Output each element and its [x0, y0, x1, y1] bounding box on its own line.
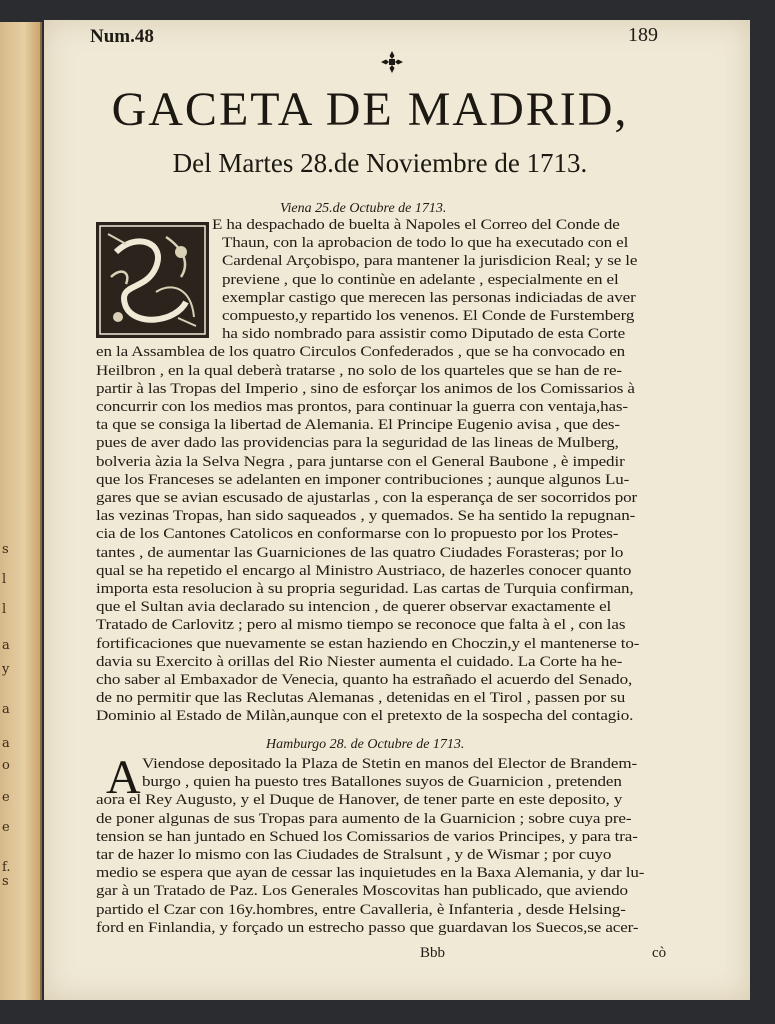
article-line: que los Franceses se adelanten en imponer contribuciones ; aunque algunos Lu-	[96, 470, 630, 488]
issue-number: Num.48	[90, 26, 154, 47]
article-line: gar à un Tratado de Paz. Los Generales Moscovitas han publicado, que aviendo	[96, 882, 628, 900]
article-line: tantes , de aumentar las Guarniciones de las quatro Ciudades Forasteras; por lo	[96, 543, 624, 561]
article-line: previene , que lo continùe en adelante , especialmente en el	[222, 270, 619, 288]
facing-page-fragment: a	[2, 736, 10, 751]
facing-page-fragment: f.	[2, 860, 11, 875]
article-line: tar de hazer lo mismo con las Ciudades de Stralsunt , y de Wismar ; por cuyo	[96, 846, 612, 863]
facing-page-fragment: s	[2, 874, 9, 889]
facing-page-fragment: l	[2, 572, 7, 587]
facing-page-fragment: e	[2, 790, 10, 805]
catchword: cò	[652, 945, 667, 961]
article-line: bolveria àzia la Selva Negra , para juntarse con el General Baubone , è impedir	[96, 452, 625, 470]
article-line: cho saber al Embaxador de Venecia, quanto ha estrañado el acuerdo del Senado,	[96, 671, 633, 688]
facing-page-fragment: a	[2, 638, 10, 653]
article-line: burgo , quien ha puesto tres Batallones suyos de Guarnicion , pretenden	[142, 773, 622, 791]
article-line: Thaun, con la aprobacion de todo lo que ha executado con el	[222, 234, 629, 252]
article-line: en la Assamblea de los quatro Circulos Confederados , que se ha convocado en	[96, 343, 626, 361]
article-line: gares que se avian escusado de ajustarlas , con la esperança de ser socorridos por	[96, 489, 638, 506]
article-line: ha sido nombrado para assistir como Diputado de esta Corte	[222, 325, 626, 343]
article-line: partir à las Tropas del Imperio , sino de esforçar los animos de los Comissarios à	[96, 379, 635, 397]
article-line: de no permitir que las Reclutas Alemanas , detenidas en el Tirol , passen por su	[96, 689, 626, 707]
article-line: Viendose depositado la Plaza de Stetin en manos del Elector de Brandem-	[142, 755, 638, 772]
article-line: Cardenal Arçobispo, para mantener la jurisdicion Real; y se le	[222, 252, 638, 270]
facing-page-fragment: y	[2, 662, 10, 677]
facing-page-fragment: l	[2, 602, 7, 617]
article-line: compuesto,y repartido los venenos. El Conde de Furstemberg	[222, 307, 635, 324]
article-line: importa esta resolucion à su propria seguridad. Las cartas de Turquia confirman,	[96, 580, 634, 597]
article-line: ford en Finlandia, y forçado un estrecho passo que guardavan los Suecos,se acer-	[96, 918, 639, 936]
cross-ornament-icon	[380, 50, 404, 74]
facing-page-fragment: s	[2, 542, 9, 557]
article-line: concurrir con los medios mas prontos, para continuar la guerra con ventaja,has-	[96, 398, 628, 415]
article-line: ta que se consiga la libertad de Alemania. El Principe Eugenio avisa , que des-	[96, 416, 620, 434]
article-line: fortificaciones que nuevamente se estan haziendo en Choczin,y el mantenerse to-	[96, 634, 640, 652]
article-line: Heilbron , en la qual deberà tratarse , no solo de los quarteles que se han de re-	[96, 361, 622, 379]
facing-page-edge	[0, 22, 42, 1000]
article-line: cia de los Cantones Catolicos en conformarse con lo propuesto por los Protes-	[96, 525, 619, 543]
article-line: qual se ha repetido el encargo al Ministro Austriaco, de hazerles conocer quanto	[96, 561, 632, 579]
facing-page-fragment: o	[2, 758, 10, 773]
article-line: medio se espera que ayan de cessar las inquietudes en la Baxa Alemania, y dar lu-	[96, 864, 645, 882]
article-line: aora el Rey Augusto, y el Duque de Hanover, de tener parte en este deposito, y	[96, 791, 623, 809]
dateline-hamburgo: Hamburgo 28. de Octubre de 1713.	[266, 737, 465, 752]
article-line: que el Sultan avia declarado su intencion , de querer observar exactamente el	[96, 598, 612, 616]
drop-cap-letter: A	[106, 751, 141, 804]
facing-page-fragment: e	[2, 820, 10, 835]
article-line: tension se han juntado en Schued los Comissarios de varios Principes, y para tra-	[96, 827, 638, 845]
article-line: Tratado de Carlovitz ; pero al mismo tiempo se reconoce que falta à el , con las	[96, 616, 626, 634]
article-line: E ha despachado de buelta à Napoles el Correo del Conde de	[212, 216, 620, 233]
newspaper-title: GACETA DE MADRID,	[111, 83, 629, 136]
article-line: partido el Czar con 16y.hombres, entre Cavalleria, è Infanteria , desde Helsing-	[96, 900, 626, 918]
dateline-viena: Viena 25.de Octubre de 1713.	[280, 201, 447, 216]
gazette-page	[44, 20, 750, 1000]
issue-date: Del Martes 28.de Noviembre de 1713.	[172, 148, 588, 178]
article-line: de poner algunas de sus Tropas para aumento de la Guarnicion ; sobre cuya pre-	[96, 809, 632, 827]
signature-mark: Bbb	[420, 945, 446, 961]
article-line: pues de aver dado las providencias para la seguridad de las lineas de Mulberg,	[96, 434, 619, 452]
article-line: davia su Exercito à orillas del Rio Niester aumenta el cuidado. La Corte ha he-	[96, 652, 623, 670]
ornamental-initial-letter-s	[96, 222, 209, 338]
page-number: 189	[628, 24, 658, 46]
article-line: las vezinas Tropas, han sido saqueados , y quemados. Se ha sentido la repugnan-	[96, 507, 636, 525]
facing-page-fragment: a	[2, 702, 10, 717]
article-line: exemplar castigo que merecen las personas indiciadas de aver	[222, 288, 636, 306]
article-line: Dominio al Estado de Milàn,aunque con el pretexto de la sospecha del contagio.	[96, 707, 634, 725]
